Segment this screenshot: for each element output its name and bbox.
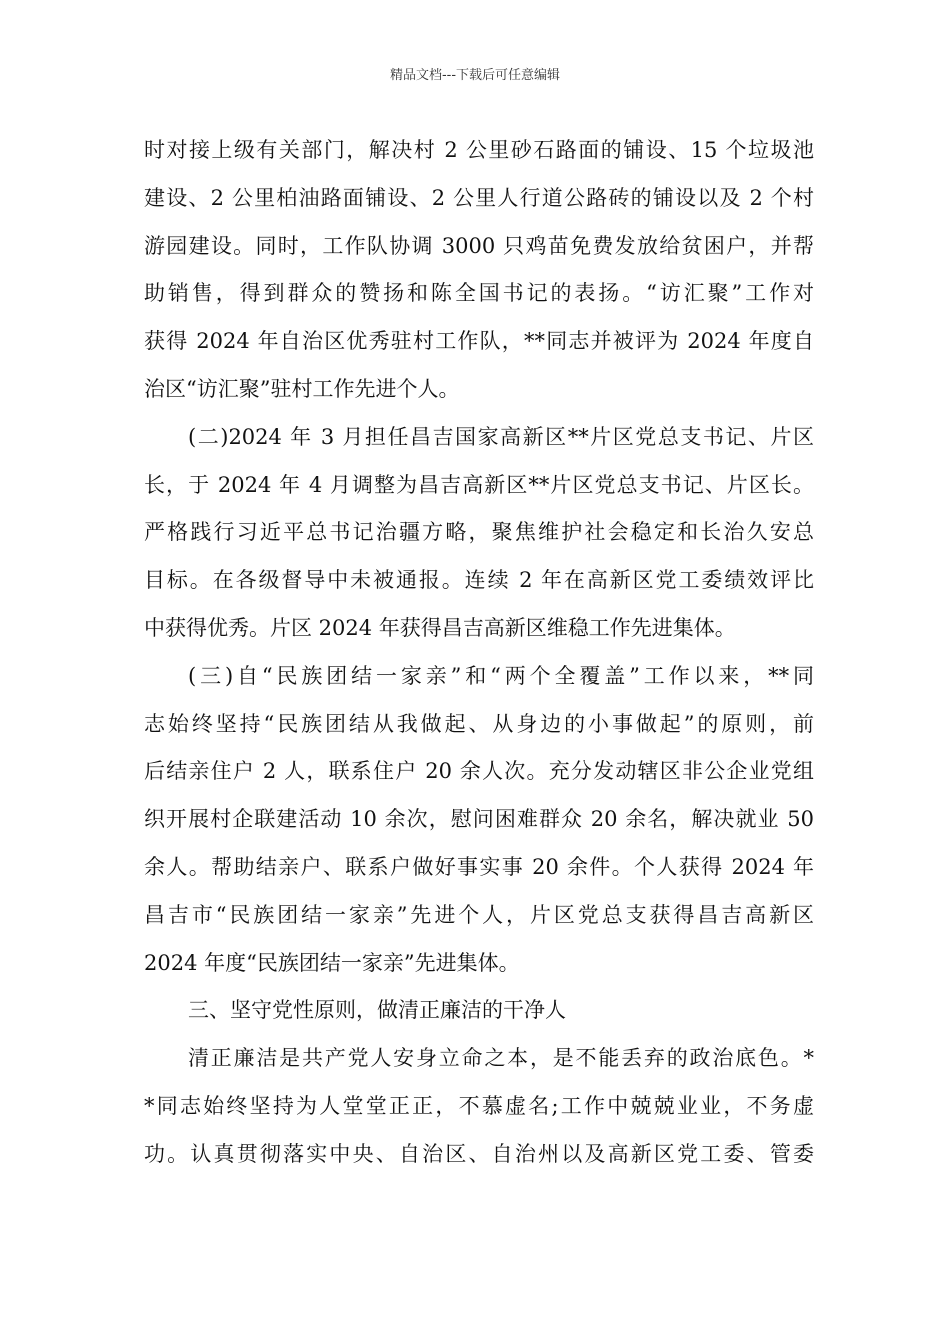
text-line: 志始终坚持“民族团结从我做起、从身边的小事做起”的原则，前 [144,711,814,736]
text-line: 功。认真贯彻落实中央、自治区、自治州以及高新区党工委、管委 [144,1141,814,1166]
text-line: (二)2024 年 3 月担任昌吉国家高新区**片区党总支书记、片区 [188,424,814,449]
text-line: (三)自“民族团结一家亲”和“两个全覆盖”工作以来，**同 [188,663,814,688]
text-line: 严格践行习近平总书记治疆方略，聚焦维护社会稳定和长治久安总 [144,520,814,545]
text-line: 余人。帮助结亲户、联系户做好事实事 20 余件。个人获得 2024 年 [144,854,814,879]
text-line: 治区“访汇聚”驻村工作先进个人。 [144,376,460,401]
text-line: 助销售，得到群众的赞扬和陈全国书记的表扬。“访汇聚”工作对 [144,281,814,306]
text-line: 游园建设。同时，工作队协调 3000 只鸡苗免费发放给贫困户，并帮 [144,233,814,258]
text-line: 获得 2024 年自治区优秀驻村工作队，**同志并被评为 2024 年度自 [144,329,814,354]
text-line: 三、坚守党性原则，做清正廉洁的干净人 [188,998,566,1023]
text-line: 时对接上级有关部门，解决村 2 公里砂石路面的铺设、15 个垃圾池 [144,138,814,162]
document-body [144,127,814,1179]
text-line: 织开展村企联建活动 10 余次，慰问困难群众 20 余名，解决就业 50 [144,807,814,832]
text-line: 昌吉市“民族团结一家亲”先进个人，片区党总支获得昌吉高新区 [144,902,814,927]
text-line: 长，于 2024 年 4 月调整为昌吉高新区**片区党总支书记、片区长。 [144,472,814,497]
text-line: 清正廉洁是共产党人安身立命之本，是不能丢弃的政治底色。* [188,1046,814,1071]
text-line: 2024 年度“民族团结一家亲”先进集体。 [144,950,520,975]
text-line: *同志始终坚持为人堂堂正正，不慕虚名;工作中兢兢业业，不务虚 [144,1093,814,1118]
text-line: 建设、2 公里柏油路面铺设、2 公里人行道公路砖的铺设以及 2 个村 [144,185,814,210]
text-line: 中获得优秀。片区 2024 年获得昌吉高新区维稳工作先进集体。 [144,615,736,640]
text-line: 后结亲住户 2 人，联系住户 20 余人次。充分发动辖区非公企业党组 [144,759,814,784]
text-line: 目标。在各级督导中未被通报。连续 2 年在高新区党工委绩效评比 [144,568,814,593]
page-header: 精品文档---下载后可任意编辑 [389,68,561,83]
